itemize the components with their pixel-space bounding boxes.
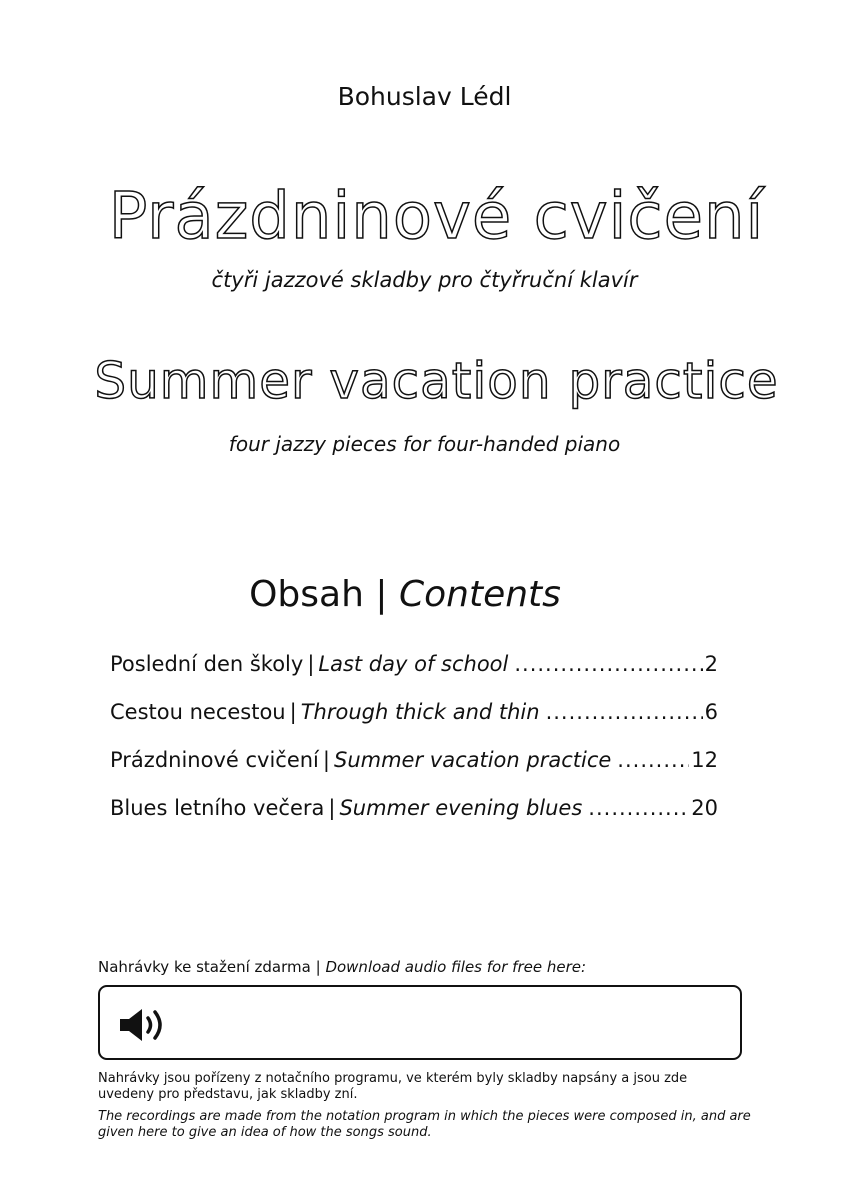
toc-item-page-number: 12 bbox=[691, 748, 718, 772]
toc-item-separator: | bbox=[289, 700, 297, 724]
recording-note-english: The recordings are made from the notation program in which the pieces were composed in, and are given here to give an idea of how the songs sound. bbox=[98, 1109, 751, 1140]
author-name: Bohuslav Lédl bbox=[337, 82, 512, 111]
toc-item-title-english: Through thick and thin bbox=[300, 700, 540, 724]
title-english: Summer vacation practice bbox=[94, 352, 779, 410]
toc-item[interactable] bbox=[110, 748, 718, 796]
contents-heading-czech: Obsah bbox=[249, 574, 364, 615]
download-label-czech: Nahrávky ke stažení zdarma | bbox=[98, 958, 321, 976]
contents-heading-separator: | bbox=[375, 574, 388, 615]
subtitle-english: four jazzy pieces for four-handed piano bbox=[228, 432, 621, 456]
audio-player[interactable] bbox=[98, 985, 742, 1060]
toc-item-title-czech: Blues letního večera bbox=[110, 796, 325, 820]
title-czech: Prázdninové cvičení bbox=[108, 180, 765, 254]
toc-item-separator: | bbox=[328, 796, 336, 820]
download-label bbox=[98, 958, 586, 976]
toc-dot-leader bbox=[588, 796, 689, 820]
contents-heading-english: Contents bbox=[398, 574, 561, 615]
contents-heading bbox=[0, 574, 810, 615]
recording-note-czech: Nahrávky jsou pořízeny z notačního programu, ve kterém byly skladby napsány a jsou zde uvedeny pro představu, jak skladby zní. bbox=[98, 1071, 688, 1102]
toc-item-title-english: Summer evening blues bbox=[339, 796, 583, 820]
toc-item-title-english: Last day of school bbox=[318, 652, 509, 676]
table-of-contents bbox=[110, 652, 718, 844]
toc-dot-leader bbox=[546, 700, 703, 724]
toc-dot-leader bbox=[617, 748, 689, 772]
toc-item[interactable] bbox=[110, 700, 718, 748]
toc-item-title-czech: Poslední den školy bbox=[110, 652, 304, 676]
download-label-english: Download audio files for free here: bbox=[325, 958, 587, 976]
toc-item[interactable] bbox=[110, 652, 718, 700]
toc-item-separator: | bbox=[322, 748, 330, 772]
toc-dot-leader bbox=[514, 652, 702, 676]
toc-item-title-czech: Prázdninové cvičení bbox=[110, 748, 319, 772]
toc-item-separator: | bbox=[307, 652, 315, 676]
toc-item-page-number: 20 bbox=[691, 796, 718, 820]
toc-item-page-number: 6 bbox=[704, 700, 718, 724]
toc-item-title-czech: Cestou necestou bbox=[110, 700, 286, 724]
audio-player-area[interactable] bbox=[200, 1005, 694, 1043]
toc-item[interactable] bbox=[110, 796, 718, 844]
subtitle-czech: čtyři jazzové skladby pro čtyřruční klavír bbox=[211, 268, 638, 292]
toc-item-page-number: 2 bbox=[704, 652, 718, 676]
speaker-icon[interactable] bbox=[118, 1007, 170, 1043]
toc-item-title-english: Summer vacation practice bbox=[333, 748, 612, 772]
